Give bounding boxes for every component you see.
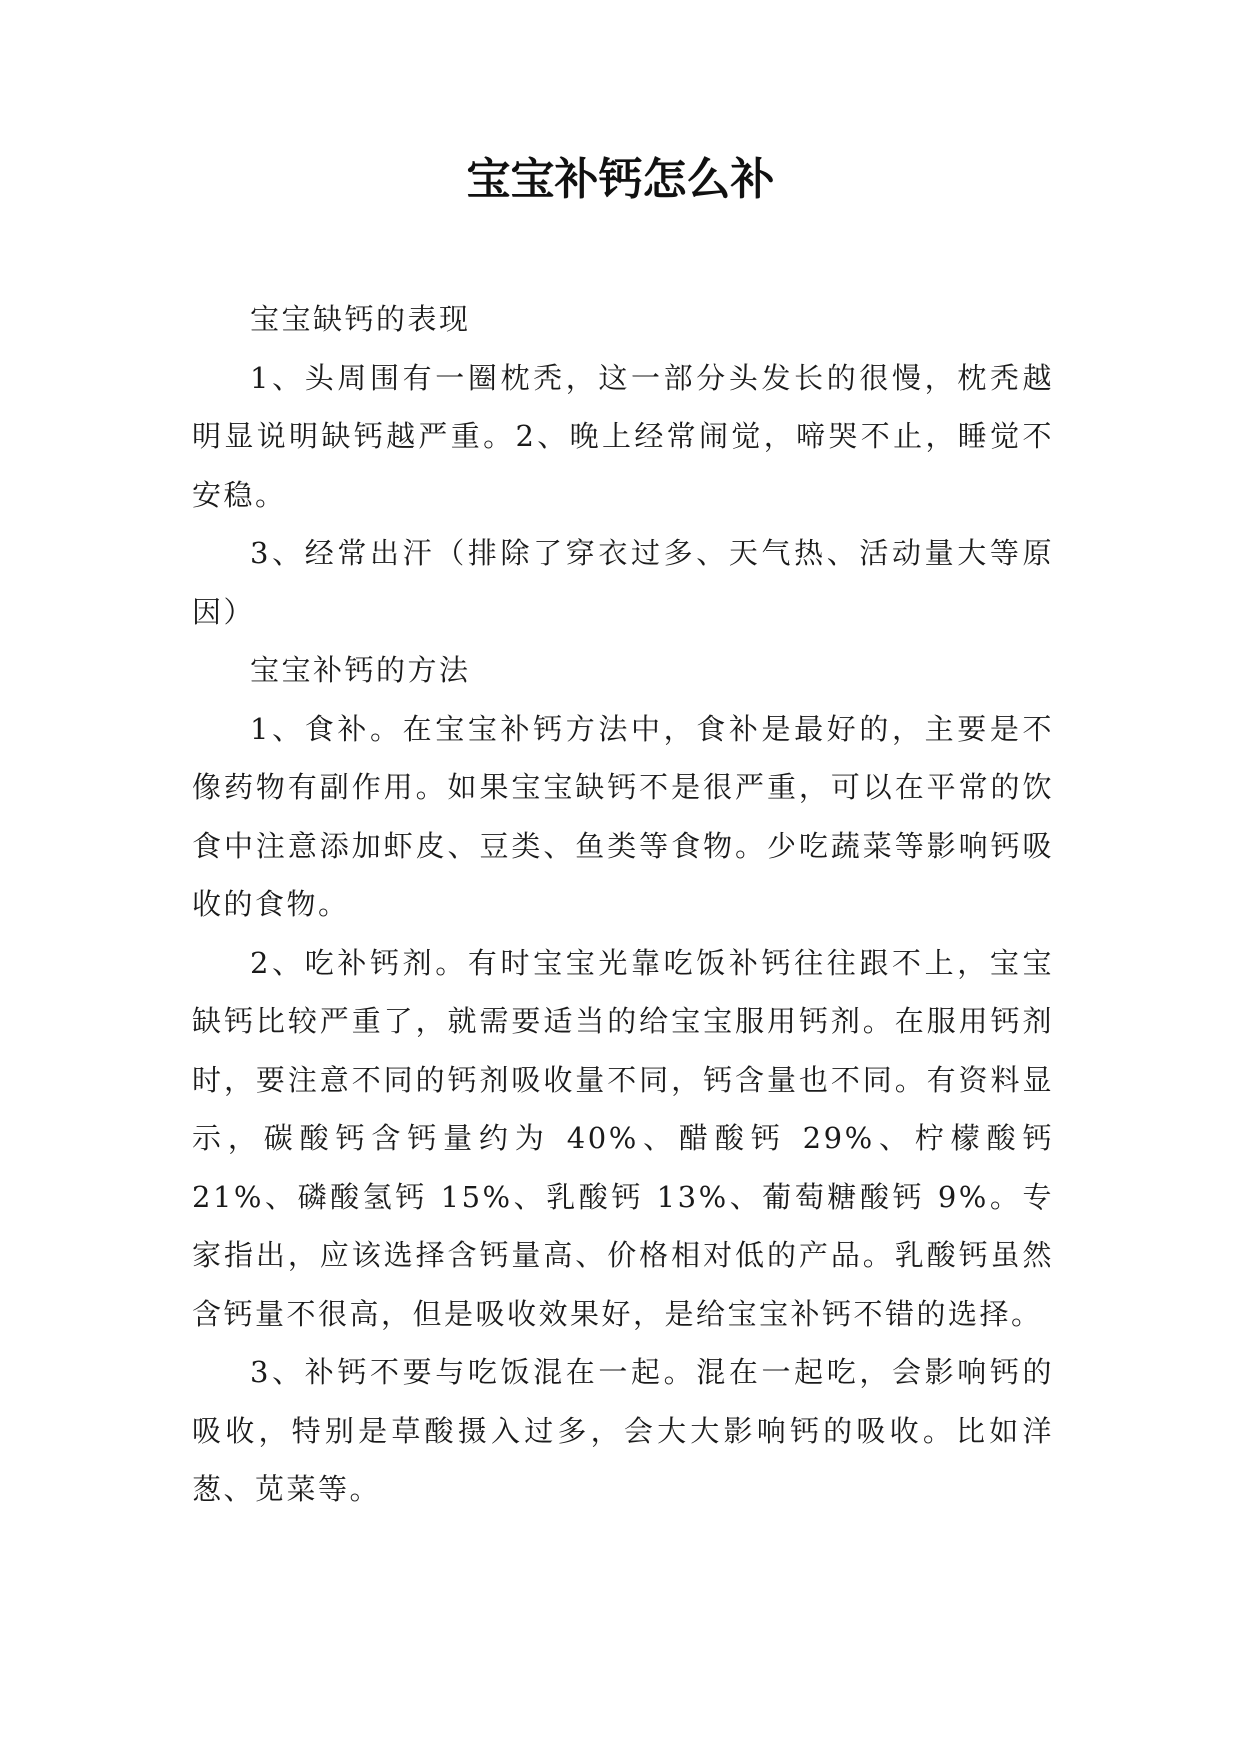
document-title: 宝宝补钙怎么补 [466,154,775,205]
paragraph-method-1: 1、食补。在宝宝补钙方法中，食补是最好的，主要是不像药物有副作用。如果宝宝缺钙不是很严重，可以在平常的饮食中注意添加虾皮、豆类、鱼类等食物。少吃蔬菜等影响钙吸收的食物。 [192,711,1054,921]
paragraph-method-2: 2、吃补钙剂。有时宝宝光靠吃饭补钙往往跟不上，宝宝缺钙比较严重了，就需要适当的给宝宝服用钙剂。在服用钙剂时，要注意不同的钙剂吸收量不同，钙含量也不同。有资料显示，碳酸钙含钙量约为 40%、醋酸钙 29%、柠檬酸钙 21%、磷酸氢钙 15%、乳酸钙 13%、葡萄糖酸钙 9%。专家指出，应该选择含钙量高、价格相对低的产品。乳酸钙虽然含钙量不很高，但是吸收效果好，是给宝宝补钙不错的选择。 [192,945,1054,1331]
section-heading-symptoms: 宝宝缺钙的表现 [250,302,471,336]
section-heading-methods: 宝宝补钙的方法 [250,653,471,687]
paragraph-method-3: 3、补钙不要与吃饭混在一起。混在一起吃，会影响钙的吸收，特别是草酸摄入过多，会大大影响钙的吸收。比如洋葱、苋菜等。 [192,1355,1054,1506]
paragraph-symptom-3: 3、经常出汗（排除了穿衣过多、天气热、活动量大等原因） [192,536,1054,629]
document-body [192,290,1054,1519]
paragraph-symptom-1-2: 1、头周围有一圈枕秃，这一部分头发长的很慢，枕秃越明显说明缺钙越严重。2、晚上经常闹觉，啼哭不止，睡觉不安稳。 [192,360,1054,512]
